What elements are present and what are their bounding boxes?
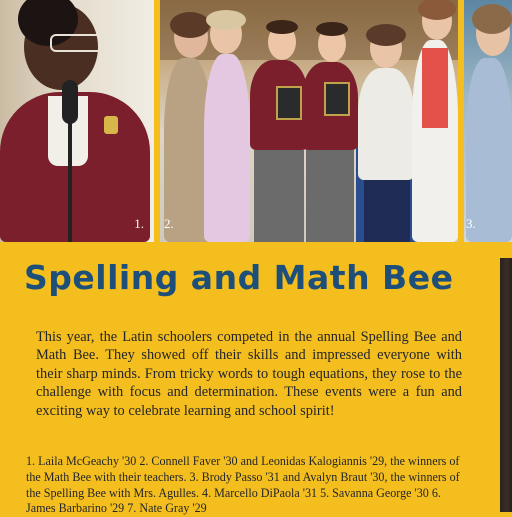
- edge-photo: [500, 258, 512, 512]
- article-body: This year, the Latin schoolers competed in the annual Spelling Bee and Math Bee. They showed off their skills and impressed everyone with their sharp minds. From tricky words to tough equations, they rose to the challenge with focus and determination. These events were a fun and exciting way to celebrate learning and school spirit!: [36, 329, 462, 419]
- microphone-stand: [68, 122, 72, 242]
- photo-number: 2.: [164, 216, 174, 231]
- photo-number: 3.: [466, 216, 476, 231]
- plaque-icon: [276, 86, 302, 120]
- photo-student-at-microphone: [0, 0, 154, 242]
- photo-captions: 1. Laila McGeachy '30 2. Connell Faver '30 and Leonidas Kalogiannis '29, the winners of the Math Bee with their teachers. 3. Brody Passo '31 and Avalyn Braut '30, the winners of the Spelling Bee with Mrs. Agulles. 4. Marcello DiPaola '31 5. Savanna George '30 6. James Barbarino '29 7. Nate Gray '29: [26, 454, 460, 516]
- student-figure: [0, 0, 154, 242]
- photo-spelling-bee-winners: [464, 0, 512, 242]
- microphone-icon: [62, 80, 78, 124]
- photo-strip: [0, 0, 512, 244]
- plaque-icon: [324, 82, 350, 116]
- article-headline: Spelling and Math Bee: [24, 258, 454, 297]
- photo-number: 1.: [134, 216, 144, 231]
- photo-math-bee-winners: [160, 0, 458, 242]
